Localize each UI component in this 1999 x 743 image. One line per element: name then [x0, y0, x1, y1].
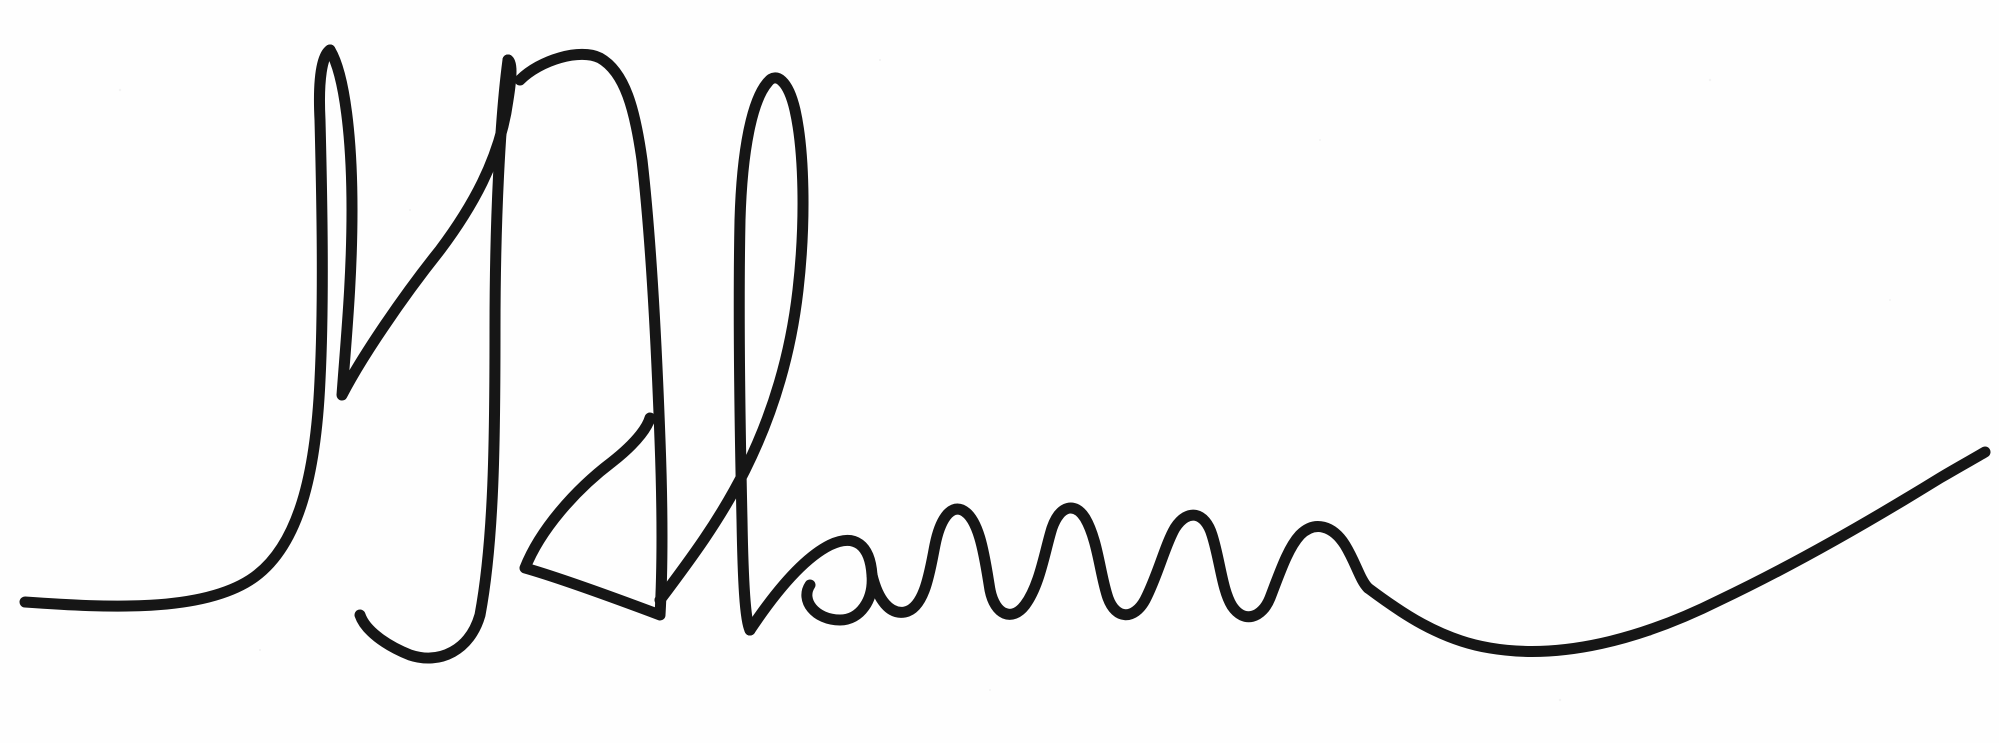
paper-texture	[119, 59, 1891, 701]
signature-stroke-a-loop	[750, 540, 872, 630]
signature-strokes	[25, 50, 1985, 658]
signature-stroke-lead-in	[25, 50, 330, 606]
signature-stroke-descender	[360, 60, 508, 658]
signature-stroke-tail-flourish	[1368, 452, 1985, 651]
signature-stroke-central-loop	[520, 54, 662, 615]
signature-stroke-right-loop	[660, 78, 803, 630]
signature-stroke-first-loop	[330, 50, 511, 395]
signature-stroke-humps	[872, 508, 1368, 617]
